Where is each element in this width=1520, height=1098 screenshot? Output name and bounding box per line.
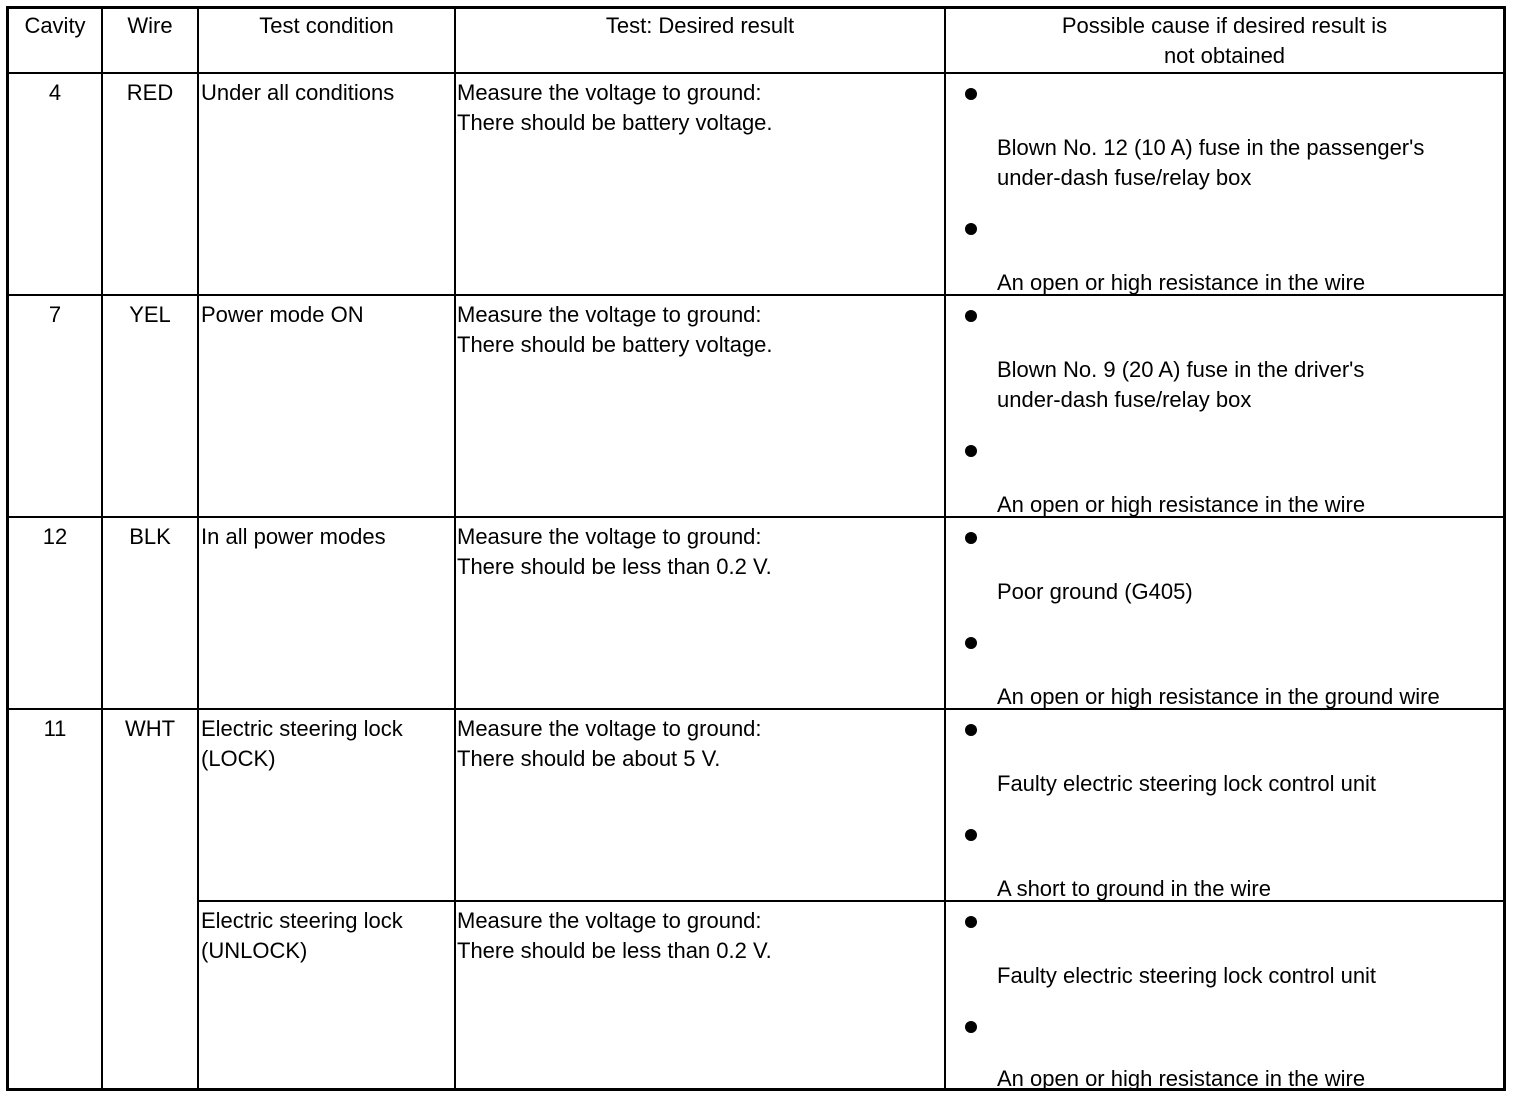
- cavity-cell: 11: [43, 716, 67, 741]
- cause-item: A short to ground in the wire: [997, 876, 1271, 901]
- wire-cell: RED: [126, 80, 174, 105]
- cavity-cell: 12: [42, 524, 68, 549]
- cause-item: An open or high resistance in the ground wire: [997, 684, 1440, 709]
- header-cavity: Cavity: [24, 13, 86, 38]
- result-cell: Measure the voltage to ground: There should be battery voltage.: [457, 302, 773, 357]
- bullet-icon: [965, 1021, 977, 1033]
- header-possible-cause: Possible cause if desired result is not obtained: [1061, 13, 1388, 68]
- cause-item: Faulty electric steering lock control unit: [997, 771, 1377, 796]
- wire-cell: YEL: [129, 302, 171, 327]
- result-cell: Measure the voltage to ground: There should be battery voltage.: [457, 80, 773, 135]
- cavity-cell: 4: [48, 80, 62, 105]
- cavity-cell: 7: [48, 302, 62, 327]
- result-cell: Measure the voltage to ground: There should be less than 0.2 V.: [457, 524, 772, 579]
- result-cell: Measure the voltage to ground: There should be about 5 V.: [457, 716, 762, 771]
- condition-cell: Under all conditions: [201, 80, 395, 105]
- result-cell: Measure the voltage to ground: There should be less than 0.2 V.: [457, 908, 772, 963]
- cause-item: Blown No. 12 (10 A) fuse in the passenger's under-dash fuse/relay box: [997, 135, 1425, 190]
- bullet-icon: [965, 310, 977, 322]
- connector-test-table: [6, 6, 1506, 1091]
- cause-item: Faulty electric steering lock control unit: [997, 963, 1377, 988]
- condition-cell: Electric steering lock (UNLOCK): [201, 908, 403, 963]
- bullet-icon: [965, 223, 977, 235]
- cause-item: An open or high resistance in the wire: [997, 492, 1366, 517]
- condition-cell: Electric steering lock (LOCK): [201, 716, 403, 771]
- cause-item: Blown No. 9 (20 A) fuse in the driver's under-dash fuse/relay box: [997, 357, 1365, 412]
- condition-cell: In all power modes: [201, 524, 386, 549]
- bullet-icon: [965, 829, 977, 841]
- wire-cell: WHT: [124, 716, 176, 741]
- wire-cell: BLK: [129, 524, 171, 549]
- header-wire: Wire: [127, 13, 173, 38]
- header-test-condition: Test condition: [259, 13, 394, 38]
- row-divider: [9, 72, 1503, 74]
- col-divider: [944, 9, 946, 1088]
- cause-item: Poor ground (G405): [997, 579, 1193, 604]
- header-desired-result: Test: Desired result: [605, 13, 795, 38]
- condition-cell: Power mode ON: [201, 302, 364, 327]
- col-divider: [197, 9, 199, 1088]
- bullet-icon: [965, 532, 977, 544]
- cause-item: An open or high resistance in the wire: [997, 1066, 1366, 1091]
- bullet-icon: [965, 445, 977, 457]
- bullet-icon: [965, 88, 977, 100]
- bullet-icon: [965, 724, 977, 736]
- col-divider: [454, 9, 456, 1088]
- bullet-icon: [965, 916, 977, 928]
- bullet-icon: [965, 637, 977, 649]
- cause-item: An open or high resistance in the wire: [997, 270, 1366, 295]
